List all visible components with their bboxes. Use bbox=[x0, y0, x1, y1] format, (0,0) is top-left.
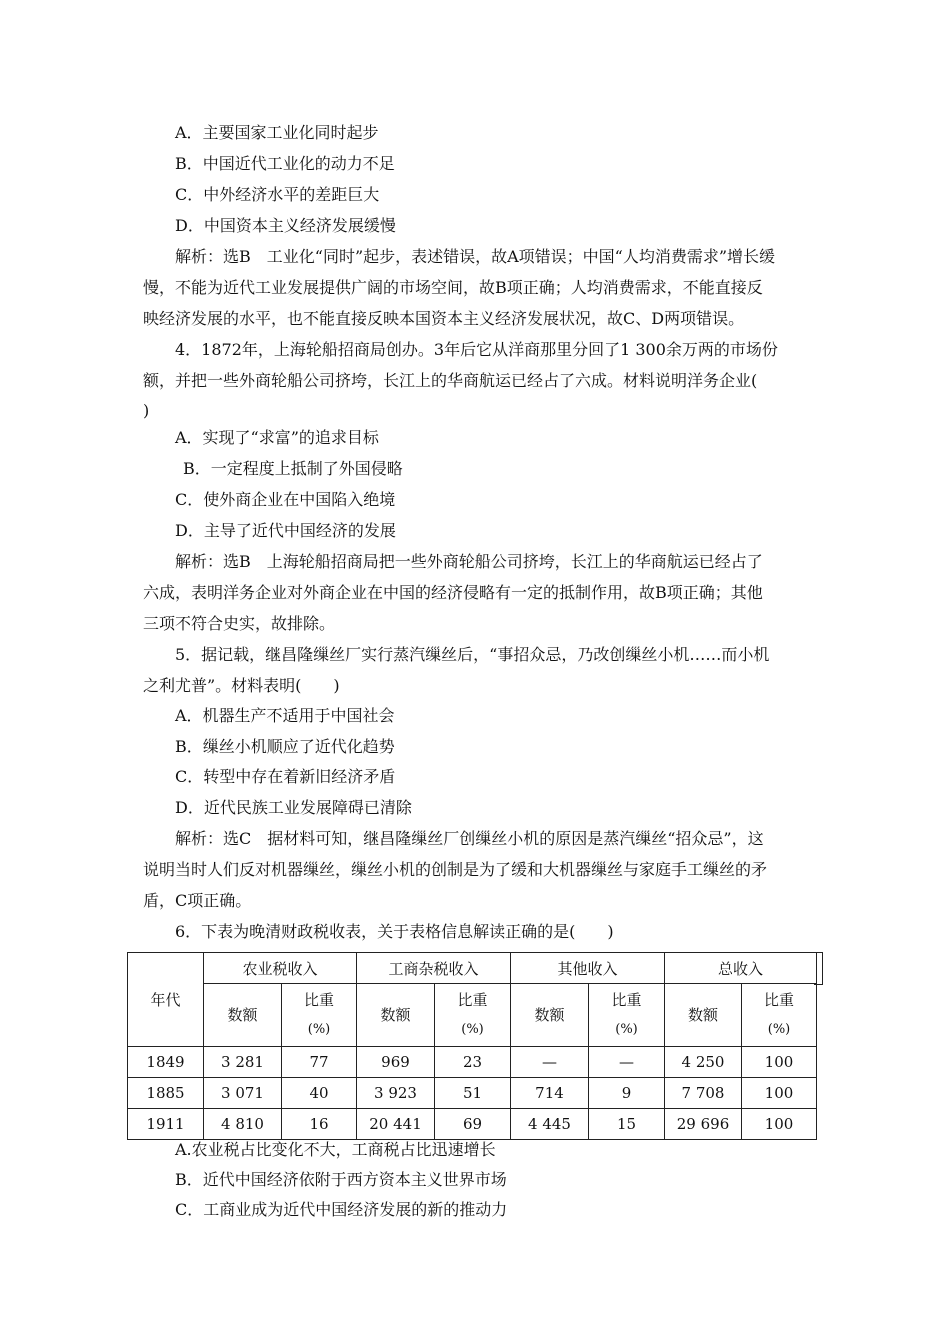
cell-year: 1911 bbox=[128, 1109, 204, 1140]
group-header-other: 其他收入 bbox=[511, 953, 665, 984]
group-header-commerce: 工商杂税收入 bbox=[357, 953, 511, 984]
cell: 4 810 bbox=[204, 1109, 282, 1140]
q5-option-c: C．转型中存在着新旧经济矛盾 bbox=[175, 767, 396, 786]
q5-option-b: B．缫丝小机顺应了近代化趋势 bbox=[175, 737, 395, 756]
cell: 29 696 bbox=[665, 1109, 742, 1140]
cell: 23 bbox=[435, 1047, 511, 1078]
q5-analysis-line: 解析：选C 据材料可知，继昌隆缫丝厂创缫丝小机的原因是蒸汽缫丝“招众忌”，这 bbox=[175, 829, 764, 848]
cell: 4 445 bbox=[511, 1109, 589, 1140]
q5-option-a: A．机器生产不适用于中国社会 bbox=[175, 706, 395, 725]
cell: 20 441 bbox=[357, 1109, 435, 1140]
cell: 100 bbox=[742, 1047, 817, 1078]
q4-option-a: A．实现了“求富”的追求目标 bbox=[175, 428, 379, 447]
q3-analysis-line: 慢，不能为近代工业发展提供广阔的市场空间，故B项正确；人均消费需求，不能直接反 bbox=[143, 278, 763, 297]
q6-option-c: C．工商业成为近代中国经济发展的新的推动力 bbox=[175, 1200, 508, 1219]
cell: 3 071 bbox=[204, 1078, 282, 1109]
q4-stem-line: 额，并把一些外商轮船公司挤垮，长江上的华商航运已经占了六成。材料说明洋务企业( bbox=[143, 371, 758, 390]
cell: 9 bbox=[589, 1078, 665, 1109]
q4-option-b: B．一定程度上抵制了外国侵略 bbox=[183, 459, 403, 478]
q6-option-b: B．近代中国经济依附于西方资本主义世界市场 bbox=[175, 1170, 507, 1189]
q3-option-a: A．主要国家工业化同时起步 bbox=[175, 123, 379, 142]
cell: 51 bbox=[435, 1078, 511, 1109]
year-header: 年代 bbox=[128, 953, 204, 1047]
table-row bbox=[128, 1109, 817, 1140]
col-ratio: 比重 (%) bbox=[742, 984, 817, 1047]
q5-analysis-line: 说明当时人们反对机器缫丝，缫丝小机的创制是为了缓和大机器缫丝与家庭手工缫丝的矛 bbox=[143, 860, 768, 879]
q4-analysis-line: 六成，表明洋务企业对外商企业在中国的经济侵略有一定的抵制作用，故B项正确；其他 bbox=[143, 583, 763, 602]
tax-revenue-table bbox=[127, 952, 817, 1140]
cell: 4 250 bbox=[665, 1047, 742, 1078]
cell: 3 281 bbox=[204, 1047, 282, 1078]
table-border-fragment bbox=[814, 952, 823, 985]
group-header-agri: 农业税收入 bbox=[204, 953, 357, 984]
cell: 714 bbox=[511, 1078, 589, 1109]
col-amount: 数额 bbox=[357, 984, 435, 1047]
cell: 7 708 bbox=[665, 1078, 742, 1109]
q3-option-d: D．中国资本主义经济发展缓慢 bbox=[175, 216, 396, 235]
cell-year: 1885 bbox=[128, 1078, 204, 1109]
q6-stem: 6．下表为晚清财政税收表，关于表格信息解读正确的是( ) bbox=[175, 922, 614, 941]
q6-option-a: A.农业税占比变化不大，工商税占比迅速增长 bbox=[175, 1140, 496, 1159]
q4-stem-line: 4．1872年，上海轮船招商局创办。3年后它从洋商那里分回了1 300余万两的市场份 bbox=[175, 340, 778, 359]
table-subheader-row bbox=[128, 984, 817, 1047]
cell: 100 bbox=[742, 1109, 817, 1140]
cell: 16 bbox=[282, 1109, 357, 1140]
q5-analysis-line: 盾，C项正确。 bbox=[143, 891, 252, 910]
q3-option-c: C．中外经济水平的差距巨大 bbox=[175, 185, 380, 204]
q4-analysis-line: 三项不符合史实，故排除。 bbox=[143, 614, 336, 633]
table-row bbox=[128, 1078, 817, 1109]
q5-stem-line: 之利尤普”。材料表明( ) bbox=[143, 676, 340, 695]
col-amount: 数额 bbox=[204, 984, 282, 1047]
q3-analysis-line: 映经济发展的水平，也不能直接反映本国资本主义经济发展状况，故C、D两项错误。 bbox=[143, 309, 745, 328]
q4-analysis-line: 解析：选B 上海轮船招商局把一些外商轮船公司挤垮，长江上的华商航运已经占了 bbox=[175, 552, 763, 571]
col-amount: 数额 bbox=[665, 984, 742, 1047]
cell: 69 bbox=[435, 1109, 511, 1140]
cell: 969 bbox=[357, 1047, 435, 1078]
q5-stem-line: 5．据记载，继昌隆缫丝厂实行蒸汽缫丝后，“事招众忌，乃改创缫丝小机……而小机 bbox=[175, 645, 770, 664]
cell-year: 1849 bbox=[128, 1047, 204, 1078]
q3-option-b: B．中国近代工业化的动力不足 bbox=[175, 154, 395, 173]
col-amount: 数额 bbox=[511, 984, 589, 1047]
q4-stem-line: ) bbox=[143, 401, 150, 420]
q4-option-c: C．使外商企业在中国陷入绝境 bbox=[175, 490, 396, 509]
col-ratio: 比重 (%) bbox=[589, 984, 665, 1047]
q4-option-d: D．主导了近代中国经济的发展 bbox=[175, 521, 396, 540]
col-ratio: 比重 (%) bbox=[282, 984, 357, 1047]
q5-option-d: D．近代民族工业发展障碍已清除 bbox=[175, 798, 412, 817]
table-row bbox=[128, 1047, 817, 1078]
col-ratio: 比重 (%) bbox=[435, 984, 511, 1047]
cell: 40 bbox=[282, 1078, 357, 1109]
cell: 100 bbox=[742, 1078, 817, 1109]
cell: 15 bbox=[589, 1109, 665, 1140]
cell: 3 923 bbox=[357, 1078, 435, 1109]
q3-analysis-line: 解析：选B 工业化“同时”起步，表述错误，故A项错误；中国“人均消费需求”增长缓 bbox=[175, 247, 776, 266]
table-header-row bbox=[128, 953, 817, 984]
group-header-total: 总收入 bbox=[665, 953, 817, 984]
cell: — bbox=[511, 1047, 589, 1078]
cell: — bbox=[589, 1047, 665, 1078]
cell: 77 bbox=[282, 1047, 357, 1078]
